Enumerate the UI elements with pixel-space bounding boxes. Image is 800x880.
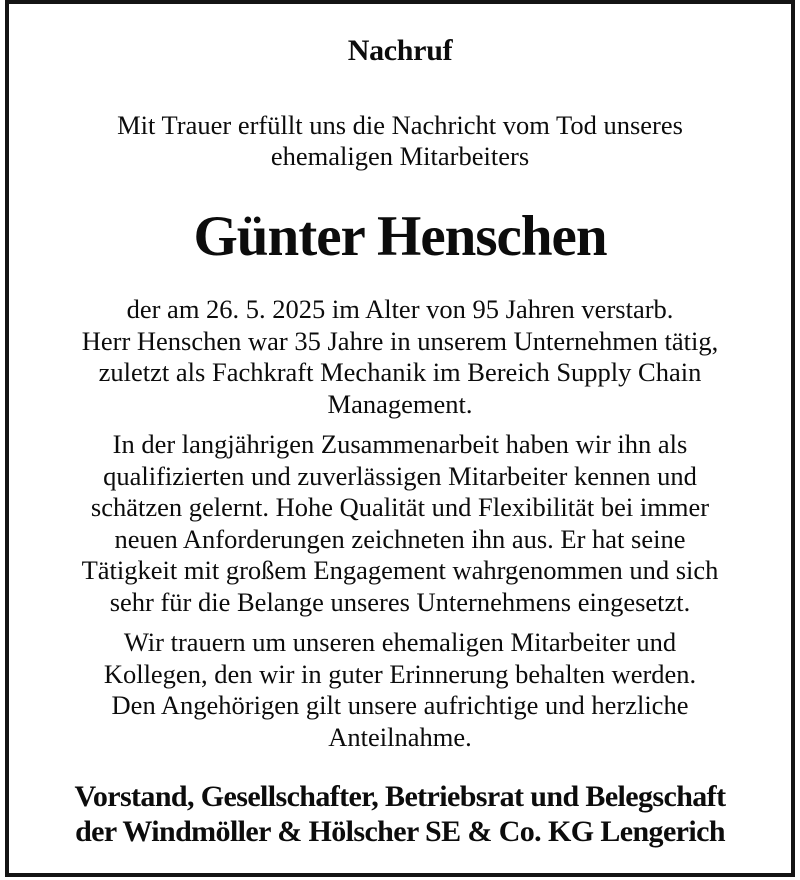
signature-line: Vorstand, Gesellschafter, Betriebsrat und Belegschaft xyxy=(74,780,726,813)
obituary-paragraph-2 xyxy=(45,429,755,618)
text-line: Herr Henschen war 35 Jahre in unserem Unternehmen tätig, xyxy=(81,325,719,356)
text-line: Wir trauern um unseren ehemaligen Mitarbeiter und xyxy=(123,627,677,657)
text-line: sehr für die Belange unseres Unternehmens eingesetzt. xyxy=(109,586,691,617)
text-line: zuletzt als Fachkraft Mechanik im Bereich Supply Chain xyxy=(98,357,702,387)
text-line: schätzen gelernt. Hohe Qualität und Flexibilität bei immer xyxy=(90,492,710,522)
text-line: In der langjährigen Zusammenarbeit haben wir ihn als xyxy=(112,429,688,459)
obituary-paragraph-3 xyxy=(45,627,755,753)
intro-line: ehemaligen Mitarbeiters xyxy=(270,141,530,171)
notice-frame xyxy=(5,0,795,877)
intro-line: Mit Trauer erfüllt uns die Nachricht vom Tod unseres xyxy=(117,110,683,140)
intro-text xyxy=(45,110,755,172)
deceased-name: Günter Henschen xyxy=(193,205,607,268)
obituary-paragraph-1 xyxy=(45,294,755,420)
text-line: qualifizierten und zuverlässigen Mitarbeiter kennen und xyxy=(103,460,697,491)
text-line: der am 26. 5. 2025 im Alter von 95 Jahren verstarb. xyxy=(126,294,674,324)
text-line: neuen Anforderungen zeichneten ihn aus. Er hat seine xyxy=(114,523,686,554)
signature-block xyxy=(9,779,791,849)
signature-line: der Windmöller & Hölscher SE & Co. KG Lengerich xyxy=(75,815,725,848)
text-line: Kollegen, den wir in guter Erinnerung behalten werden. xyxy=(103,658,697,689)
notice-heading: Nachruf xyxy=(347,34,453,67)
text-line: Management. xyxy=(327,388,473,419)
text-line: Den Angehörigen gilt unsere aufrichtige und herzliche xyxy=(111,690,689,720)
text-line: Anteilnahme. xyxy=(328,721,472,752)
text-line: Tätigkeit mit großem Engagement wahrgenommen und sich xyxy=(81,555,719,585)
